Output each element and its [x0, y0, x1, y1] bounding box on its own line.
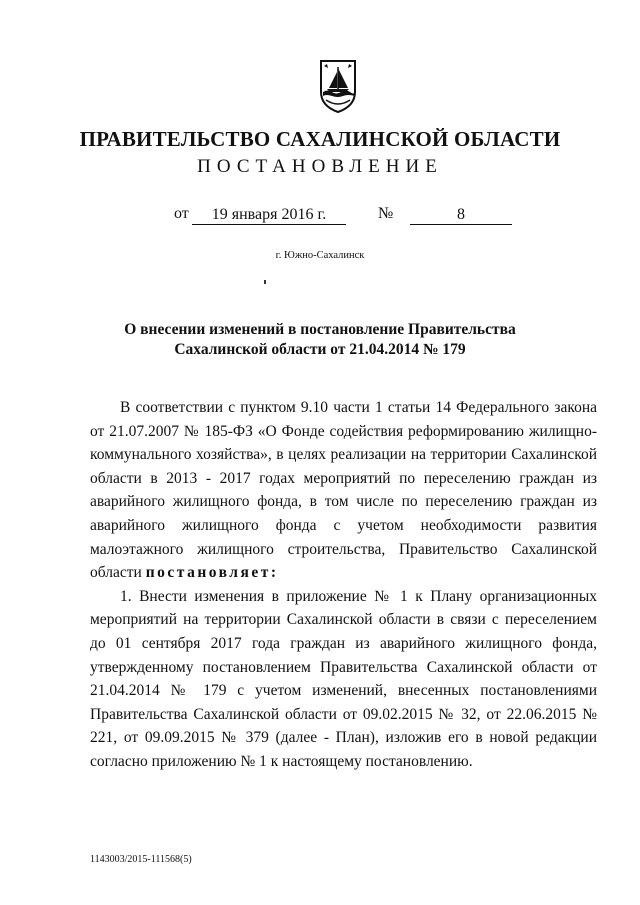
document-date: 19 января 2016 г. — [192, 205, 346, 225]
document-body — [90, 396, 597, 774]
date-number-line — [0, 205, 640, 229]
subject-line-1: О внесении изменений в постановление Правительства — [124, 321, 516, 338]
document-subject — [0, 320, 640, 360]
decree-word: постановляет: — [145, 564, 279, 582]
clause-1-paragraph: 1. Внести изменения в приложение № 1 к Плану организационных мероприятий на территории Сахалинской области в связи с переселением до 01 сентября 2017 года граждан из аварийного жилищного фонда, утвержденному постановлением Правительства Сахалинской области от 21.04.2014 № 179 с учетом изменений, внесенных постановлениями Правительства Сахалинской области от 09.02.2015 № 32, от 22.06.2015 № 221, от 09.09.2015 № 379 (далее - План), изложив его в новой редакции согласно приложению № 1 к настоящему постановлению. — [90, 587, 597, 770]
number-prefix: № — [378, 205, 394, 222]
document-type-heading: ПОСТАНОВЛЕНИЕ — [197, 156, 443, 177]
footer-document-code: 1143003/2015-111568(5) — [90, 854, 192, 865]
scan-speck — [264, 280, 266, 284]
preamble-paragraph — [90, 396, 597, 585]
city-line: г. Южно-Сахалинск — [275, 250, 365, 261]
preamble-text: В соответствии с пунктом 9.10 части 1 статьи 14 Федерального закона от 21.07.2007 № 185-ФЗ «О Фонде содействия реформированию жилищно-коммунального хозяйства», в целях реализации на территории Сахалинской области в 2013 - 2017 годах мероприятий по переселению граждан из аварийного жилищного фонда, в том числе по переселению граждан из аварийного жилищного фонда с учетом необходимости развития малоэтажного жилищного строительства, Правительство Сахалинской области — [90, 399, 597, 582]
subject-line-2: Сахалинской области от 21.04.2014 № 179 — [174, 341, 466, 358]
date-prefix: от — [174, 205, 189, 222]
government-title: ПРАВИТЕЛЬСТВО САХАЛИНСКОЙ ОБЛАСТИ — [79, 127, 561, 151]
sakhalin-coat-of-arms-icon — [318, 58, 358, 114]
document-number: 8 — [410, 205, 512, 225]
